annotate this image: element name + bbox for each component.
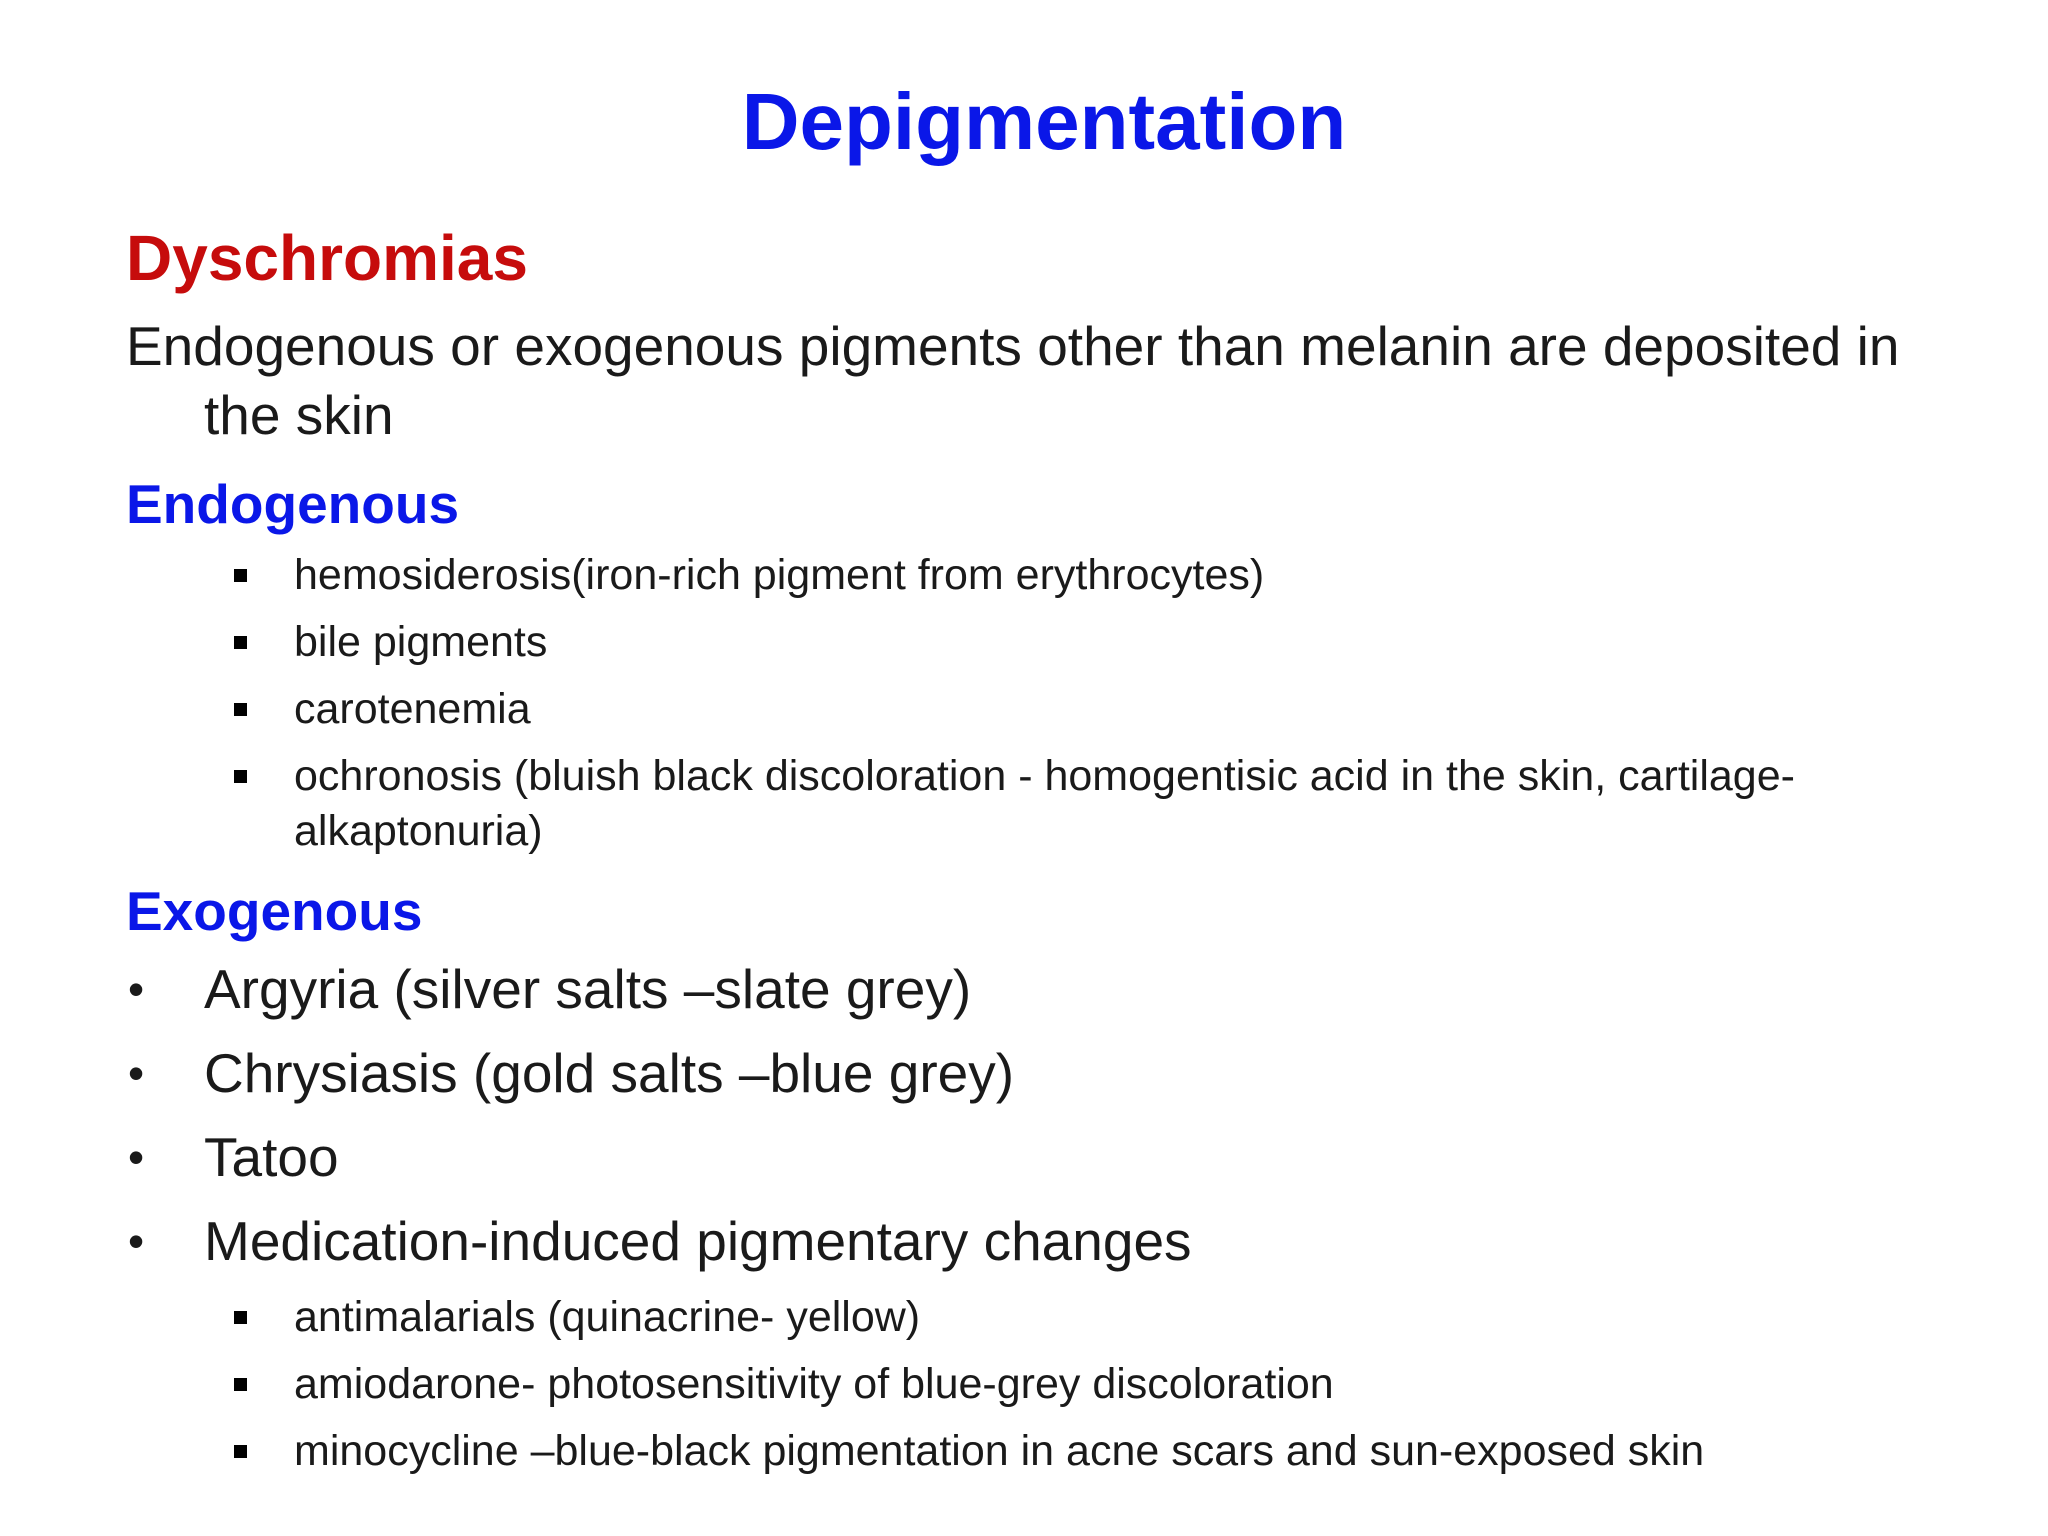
- list-item-text: Chrysiasis (gold salts –blue grey): [204, 1042, 1015, 1104]
- list-item: [126, 955, 1926, 1023]
- endogenous-list: [230, 548, 1930, 871]
- medication-list: [230, 1290, 1930, 1491]
- list-item-text: ochronosis (bluish black discoloration - homogentisic acid in the skin, cartilage-alkaptonuria): [294, 752, 1795, 855]
- subheading-endogenous: Endogenous: [126, 473, 460, 535]
- intro-text: Endogenous or exogenous pigments other than melanin are deposited in the skin: [126, 315, 1900, 446]
- square-bullet-icon: [234, 1378, 247, 1391]
- list-item-text: hemosiderosis(iron-rich pigment from erythrocytes): [294, 551, 1265, 599]
- list-item-text: carotenemia: [294, 685, 531, 733]
- round-bullet-icon: •: [128, 1131, 145, 1183]
- list-item-text: bile pigments: [294, 618, 548, 666]
- list-item: [230, 1424, 1930, 1479]
- list-item: [126, 1207, 1926, 1275]
- square-bullet-icon: [234, 770, 247, 783]
- list-item: [230, 1357, 1930, 1412]
- square-bullet-icon: [234, 1445, 247, 1458]
- list-item-text: amiodarone- photosensitivity of blue-grey discoloration: [294, 1360, 1334, 1408]
- slide-title: Depigmentation: [741, 77, 1347, 166]
- list-item-text: Tatoo: [204, 1126, 339, 1188]
- list-item: [230, 749, 1930, 859]
- subheading-exogenous: Exogenous: [126, 880, 423, 942]
- list-item-text: Argyria (silver salts –slate grey): [204, 958, 972, 1020]
- list-item: [230, 615, 1930, 670]
- round-bullet-icon: •: [128, 1047, 145, 1099]
- list-item: [230, 1290, 1930, 1345]
- list-item: [230, 548, 1930, 603]
- list-item-text: antimalarials (quinacrine- yellow): [294, 1293, 921, 1341]
- list-item-text: Medication-induced pigmentary changes: [204, 1210, 1192, 1272]
- round-bullet-icon: •: [128, 1215, 145, 1267]
- exogenous-list: [126, 955, 1926, 1291]
- list-item: [230, 682, 1930, 737]
- square-bullet-icon: [234, 1311, 247, 1324]
- square-bullet-icon: [234, 703, 247, 716]
- round-bullet-icon: •: [128, 963, 145, 1015]
- list-item-text: minocycline –blue-black pigmentation in acne scars and sun-exposed skin: [294, 1427, 1705, 1475]
- square-bullet-icon: [234, 636, 247, 649]
- section-heading-dyschromias: Dyschromias: [126, 222, 528, 294]
- list-item: [126, 1039, 1926, 1107]
- square-bullet-icon: [234, 569, 247, 582]
- list-item: [126, 1123, 1926, 1191]
